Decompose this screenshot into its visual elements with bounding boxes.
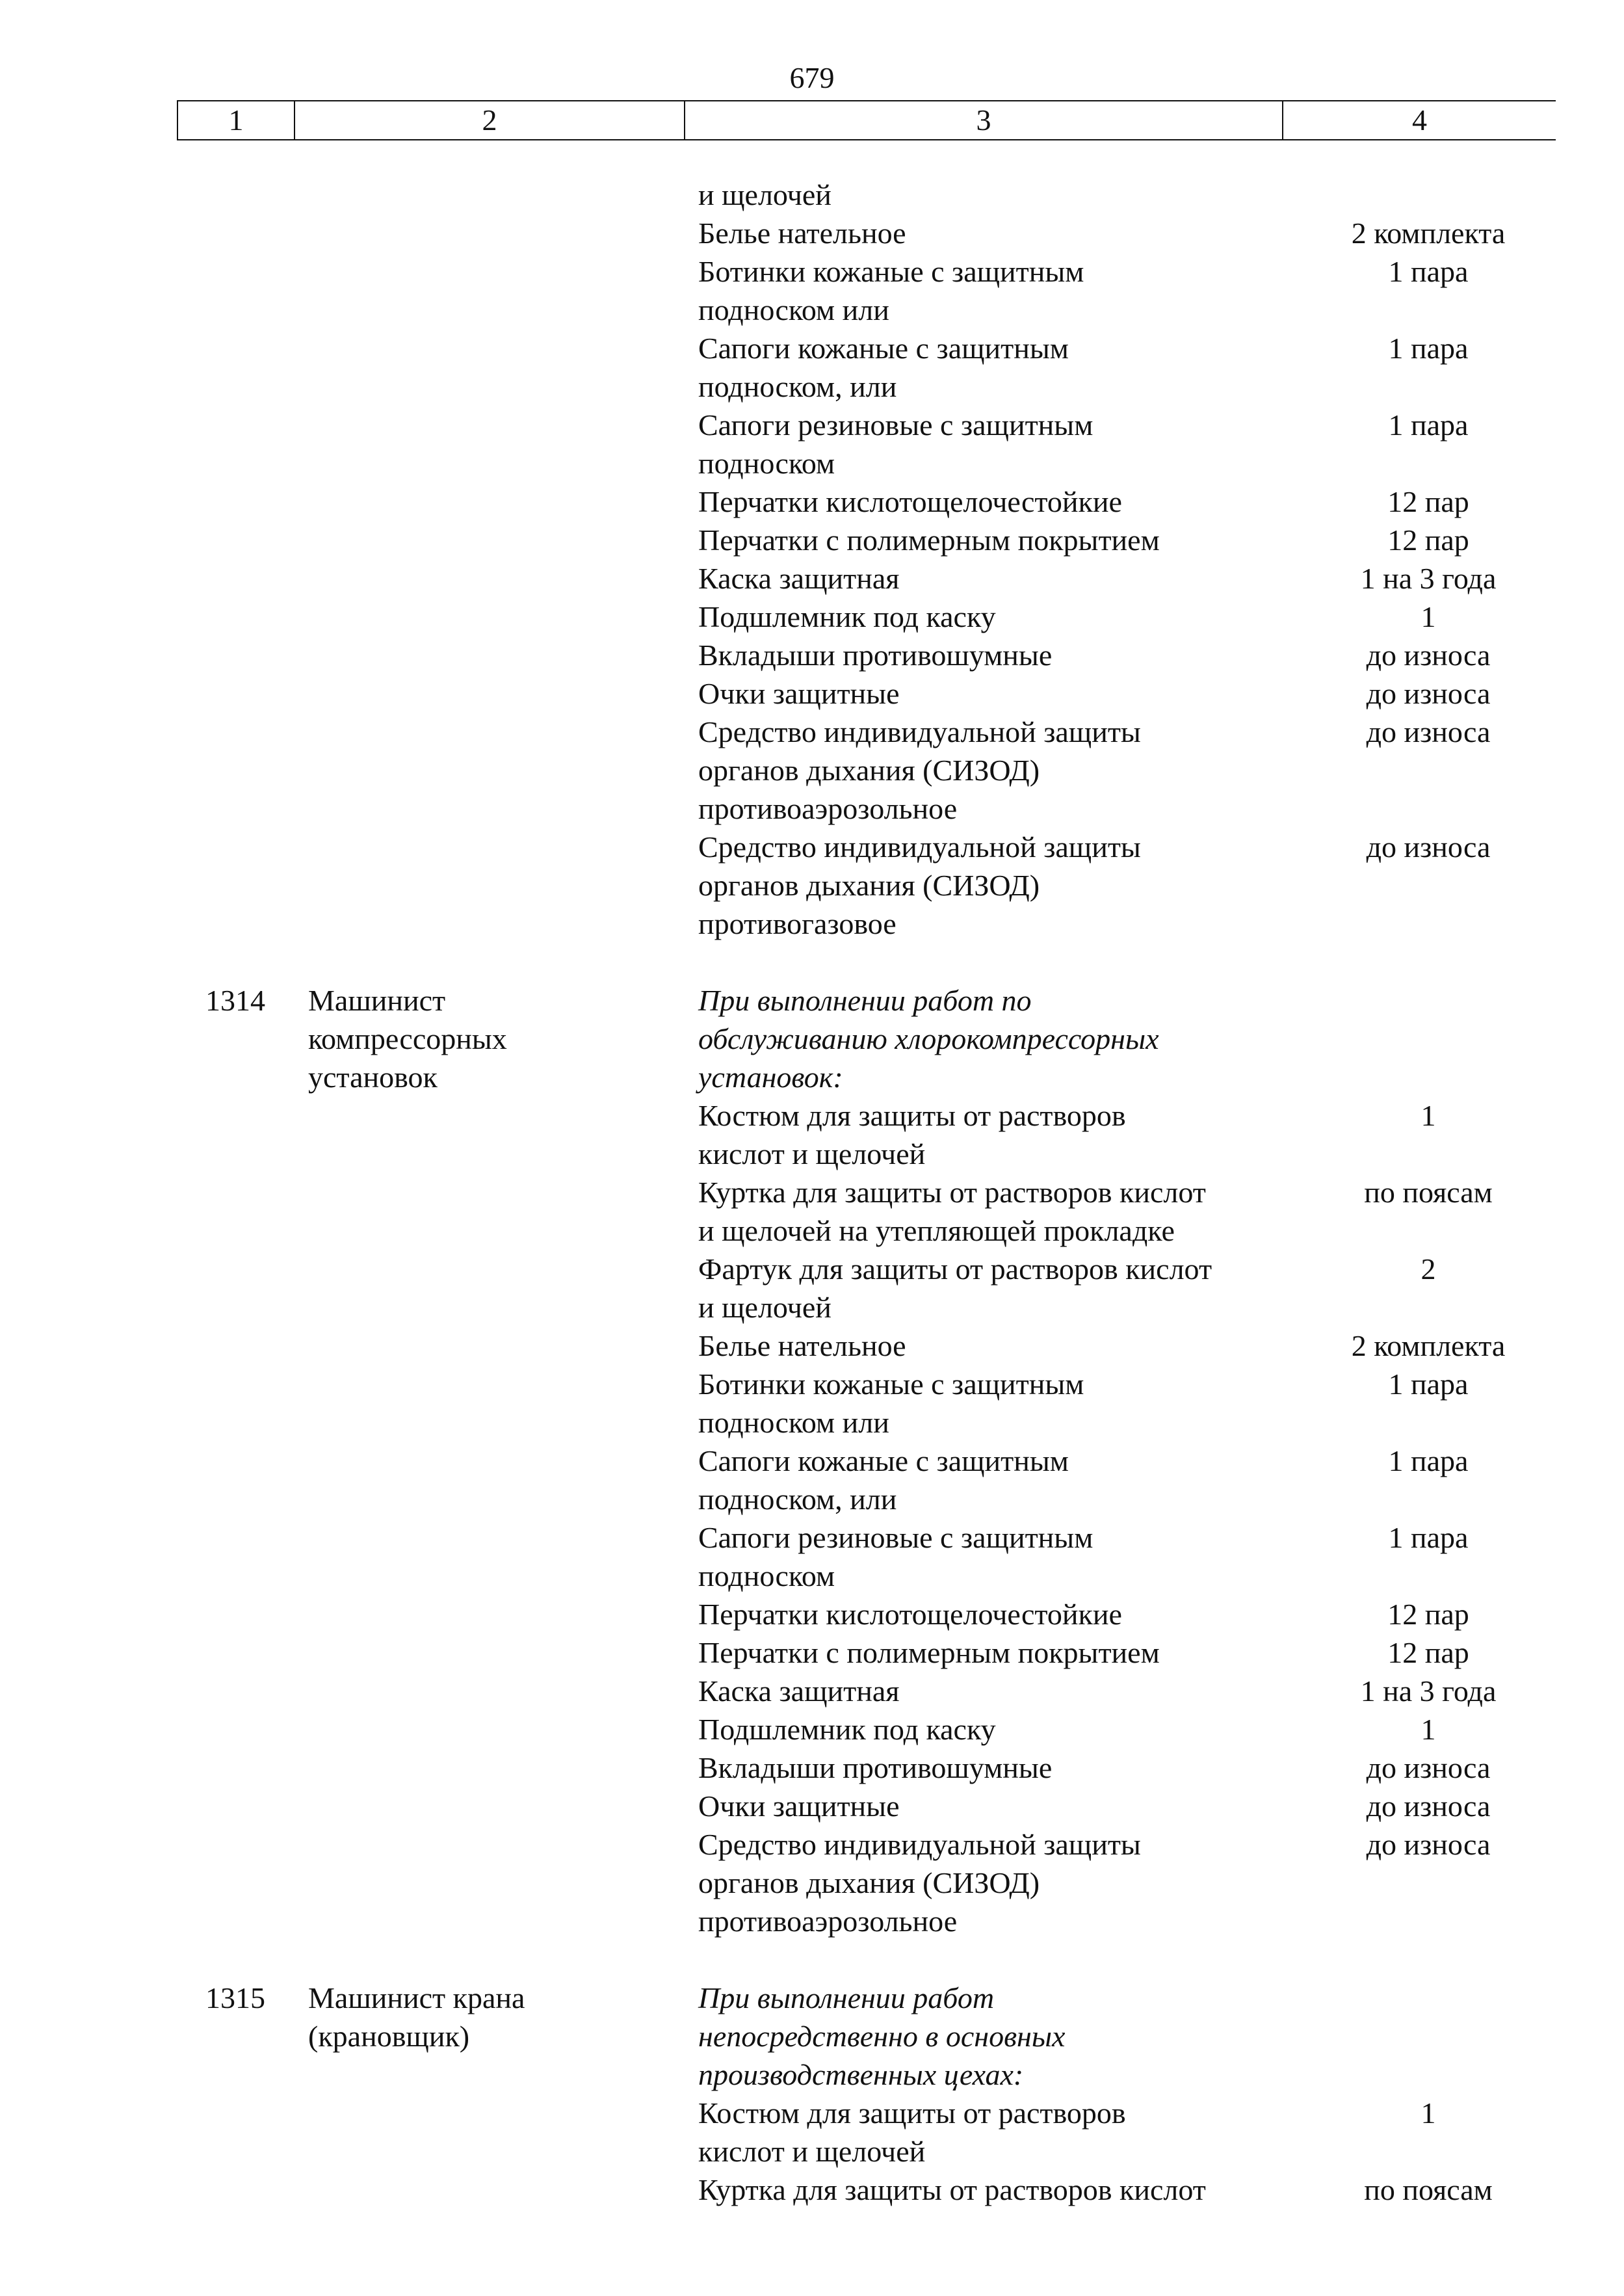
ppe-item: Ботинки кожаные с защитным подноском или — [698, 255, 1084, 326]
table-row — [177, 1326, 1542, 1365]
ppe-item: и щелочей — [698, 178, 832, 211]
ppe-item: Перчатки с полимерным покрытием — [698, 523, 1160, 557]
ppe-item: Куртка для защиты от растворов кислот — [698, 2173, 1206, 2206]
table-row — [177, 1633, 1542, 1672]
ppe-item: Ботинки кожаные с защитным подноском или — [698, 1367, 1084, 1439]
table-row — [177, 1595, 1542, 1633]
ppe-norm: до износа — [1366, 1789, 1491, 1823]
table-row — [177, 1173, 1542, 1250]
ppe-item: Средство индивидуальной защиты органов дыхания (СИЗОД) противоаэрозольное — [698, 1828, 1141, 1938]
column-header-1: 1 — [177, 101, 295, 140]
ppe-item: Сапоги резиновые с защитным подноском — [698, 408, 1094, 480]
table-row — [177, 1787, 1542, 1825]
column-header-table — [177, 100, 1556, 140]
entry-number: 1315 — [205, 1981, 265, 2014]
ppe-norm: до износа — [1366, 830, 1491, 864]
ppe-norm: 1 пара — [1388, 332, 1469, 365]
table-row — [177, 1518, 1542, 1595]
ppe-norm: 12 пар — [1387, 1598, 1469, 1631]
ppe-norm: 2 — [1421, 1252, 1436, 1286]
ppe-norm: 1 пара — [1388, 1444, 1469, 1477]
table-row — [177, 1442, 1542, 1518]
ppe-norm: до износа — [1366, 1751, 1491, 1784]
ppe-item: Очки защитные — [698, 1789, 900, 1823]
table-row — [177, 1672, 1542, 1710]
ppe-norms-table — [177, 176, 1542, 2209]
table-row — [177, 981, 1542, 1096]
profession-name: Машинист крана (крановщик) — [308, 1981, 525, 2053]
table-row — [177, 521, 1542, 559]
ppe-norm — [1269, 176, 1542, 214]
table-row — [177, 252, 1542, 329]
column-header-3: 3 — [685, 101, 1283, 140]
ppe-item: Костюм для защиты от растворов кислот и щелочей — [698, 2096, 1126, 2168]
ppe-item: Костюм для защиты от растворов кислот и щелочей — [698, 1099, 1126, 1170]
table-row — [177, 1365, 1542, 1442]
ppe-norm: 1 пара — [1388, 1367, 1469, 1401]
table-row — [177, 406, 1542, 482]
ppe-item: Очки защитные — [698, 677, 900, 710]
ppe-norm: 1 пара — [1388, 1521, 1469, 1554]
ppe-item: Белье нательное — [698, 1329, 906, 1362]
table-row — [177, 176, 1542, 214]
ppe-item: Каска защитная — [698, 562, 900, 595]
ppe-item: Подшлемник под каску — [698, 1713, 996, 1746]
table-row — [177, 1825, 1542, 1940]
table-row — [177, 598, 1542, 636]
table-row — [177, 828, 1542, 943]
table-row — [177, 2094, 1542, 2171]
ppe-norm: 1 пара — [1388, 408, 1469, 442]
column-header-row — [177, 101, 1556, 140]
page-number: 679 — [789, 61, 835, 94]
ppe-item: Вкладыши противошумные — [698, 639, 1053, 672]
work-condition: При выполнении работ по обслуживанию хлорокомпрессорных установок: — [698, 984, 1159, 1094]
table-row — [177, 1250, 1542, 1326]
ppe-item: Куртка для защиты от растворов кислот и щелочей на утепляющей прокладке — [698, 1176, 1206, 1247]
table-row — [177, 636, 1542, 674]
column-header-2: 2 — [295, 101, 685, 140]
table-row — [177, 1748, 1542, 1787]
ppe-norm: до износа — [1366, 677, 1491, 710]
ppe-item: Перчатки кислотощелочестойкие — [698, 1598, 1122, 1631]
ppe-item: Сапоги кожаные с защитным подноском, или — [698, 332, 1069, 403]
table-row — [177, 674, 1542, 713]
ppe-item: Средство индивидуальной защиты органов дыхания (СИЗОД) противоаэрозольное — [698, 715, 1141, 825]
ppe-item: Каска защитная — [698, 1674, 900, 1708]
ppe-norm: 1 — [1421, 600, 1436, 633]
table-row — [177, 1979, 1542, 2094]
profession-name: Машинист компрессорных установок — [308, 984, 507, 1094]
ppe-item: Фартук для защиты от растворов кислот и щелочей — [698, 1252, 1212, 1324]
ppe-norm: 1 на 3 года — [1360, 1674, 1497, 1708]
ppe-norm: 1 — [1421, 2096, 1436, 2130]
column-header-4: 4 — [1283, 101, 1556, 140]
ppe-item: Вкладыши противошумные — [698, 1751, 1053, 1784]
ppe-norm: 1 пара — [1388, 255, 1469, 288]
ppe-norm: 1 на 3 года — [1360, 562, 1497, 595]
table-row — [177, 559, 1542, 598]
ppe-norm: по поясам — [1364, 1176, 1493, 1209]
ppe-norm: 12 пар — [1387, 485, 1469, 518]
ppe-item: Сапоги кожаные с защитным подноском, или — [698, 1444, 1069, 1516]
table-row — [177, 2171, 1542, 2209]
ppe-norm: по поясам — [1364, 2173, 1493, 2206]
ppe-norm: 2 комплекта — [1351, 1329, 1506, 1362]
ppe-norm: 12 пар — [1387, 1636, 1469, 1669]
table-row — [177, 329, 1542, 406]
table-row — [177, 1710, 1542, 1748]
ppe-norm: до износа — [1366, 639, 1491, 672]
ppe-norm: 12 пар — [1387, 523, 1469, 557]
ppe-item: Перчатки с полимерным покрытием — [698, 1636, 1160, 1669]
ppe-norm: до износа — [1366, 715, 1491, 748]
ppe-item: Сапоги резиновые с защитным подноском — [698, 1521, 1094, 1592]
ppe-item: Перчатки кислотощелочестойкие — [698, 485, 1122, 518]
ppe-norm: до износа — [1366, 1828, 1491, 1861]
table-row — [177, 713, 1542, 828]
work-condition: При выполнении работ непосредственно в основных производственных цехах: — [698, 1981, 1066, 2091]
table-row — [177, 482, 1542, 521]
ppe-norm: 1 — [1421, 1713, 1436, 1746]
table-row — [177, 214, 1542, 252]
ppe-item: Средство индивидуальной защиты органов дыхания (СИЗОД) противогазовое — [698, 830, 1141, 940]
ppe-item: Белье нательное — [698, 217, 906, 250]
ppe-norm: 1 — [1421, 1099, 1436, 1132]
ppe-norm: 2 комплекта — [1351, 217, 1506, 250]
entry-number: 1314 — [205, 984, 265, 1017]
ppe-item: Подшлемник под каску — [698, 600, 996, 633]
